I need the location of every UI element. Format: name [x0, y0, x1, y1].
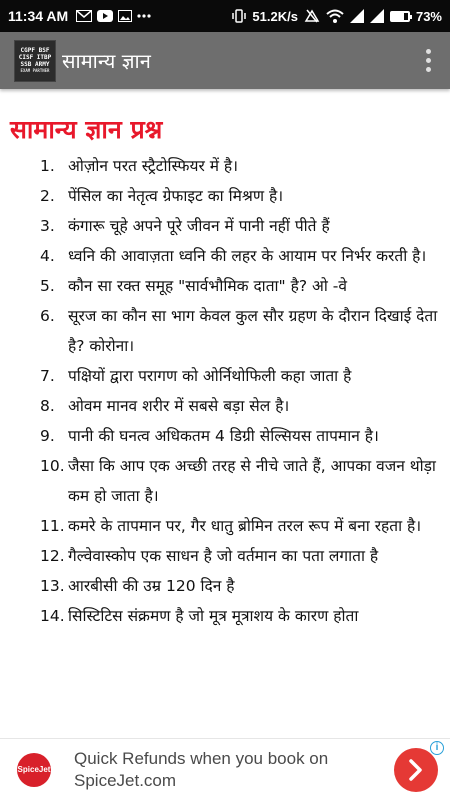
- content-scroll-area[interactable]: [0, 89, 450, 738]
- app-bar: [0, 32, 450, 89]
- question-item: [10, 361, 444, 391]
- ad-brand: SpiceJet: [17, 753, 51, 787]
- question-text: गैल्वेवास्कोप एक साधन है जो वर्तमान का पता लगाता है: [68, 547, 379, 565]
- app-logo-line-3: SSB ARMY: [20, 61, 50, 68]
- battery-percent: 73%: [415, 8, 442, 24]
- notification-icons: [76, 10, 151, 22]
- question-item: [10, 541, 444, 571]
- question-item: [10, 571, 444, 601]
- question-item: [10, 511, 444, 541]
- status-bar: [0, 0, 450, 32]
- more-vert-icon[interactable]: [410, 39, 446, 83]
- question-number: 5.: [40, 277, 55, 295]
- gmail-icon: [76, 10, 92, 22]
- question-number: 12.: [40, 547, 65, 565]
- battery-level-fill: [392, 13, 404, 20]
- no-data-icon: [304, 9, 320, 23]
- question-item: [10, 451, 444, 511]
- question-number: 2.: [40, 187, 55, 205]
- question-number: 9.: [40, 427, 55, 445]
- ad-text[interactable]: Quick Refunds when you book on SpiceJet.com: [74, 748, 329, 790]
- question-text: पेंसिल का नेतृत्व ग्रेफाइट का मिश्रण है।: [68, 187, 284, 205]
- question-text: कंगारू चूहे अपने पूरे जीवन में पानी नहीं पीते हैं: [68, 217, 330, 235]
- more-notifications-icon: [137, 14, 151, 18]
- question-number: 10.: [40, 457, 65, 475]
- question-number: 13.: [40, 577, 65, 595]
- question-text: ओज़ोन परत स्ट्रैटोस्फियर में है।: [68, 157, 239, 175]
- app-title: सामान्य ज्ञान: [62, 49, 151, 73]
- question-number: 8.: [40, 397, 55, 415]
- overflow-dot: [426, 49, 431, 54]
- youtube-icon: [97, 10, 113, 22]
- page-heading: सामान्य ज्ञान प्रश्न: [10, 115, 163, 144]
- wifi-icon: [326, 9, 344, 23]
- app-logo-tagline: EXAM PARTNER: [20, 68, 50, 73]
- spicejet-logo: [12, 748, 56, 792]
- question-text: पानी की घनत्व अधिकतम 4 डिग्री सेल्सियस तापमान है।: [68, 427, 379, 445]
- overflow-dot: [426, 67, 431, 72]
- question-number: 4.: [40, 247, 55, 265]
- question-text: कमरे के तापमान पर, गैर धातु ब्रोमिन तरल रूप में बना रहता है।: [68, 517, 422, 535]
- ad-cta-button[interactable]: [394, 748, 438, 792]
- ad-banner[interactable]: [0, 738, 450, 800]
- question-item: [10, 601, 444, 631]
- net-speed: 51.2K/s: [252, 8, 298, 24]
- ad-info-icon[interactable]: i: [430, 741, 444, 755]
- app-logo-line-2: CISF ITBP: [18, 54, 52, 61]
- question-item: [10, 241, 444, 271]
- question-text: ध्वनि की आवाज़ता ध्वनि की लहर के आयाम पर निर्भर करती है।: [68, 247, 427, 265]
- question-item: [10, 391, 444, 421]
- battery-icon: [390, 11, 410, 22]
- question-number: 14.: [40, 607, 65, 625]
- question-item: [10, 181, 444, 211]
- question-number: 1.: [40, 157, 55, 175]
- question-text: सिस्टिटिस संक्रमण है जो मूत्र मूत्राशय के कारण होता: [68, 607, 359, 625]
- chevron-right-icon: [407, 759, 425, 781]
- question-text: ओवम मानव शरीर में सबसे बड़ा सेल है।: [68, 397, 290, 415]
- question-text: जैसा कि आप एक अच्छी तरह से नीचे जाते हैं, आपका वजन थोड़ा कम हो जाता है।: [68, 457, 436, 505]
- vibrate-icon: [232, 9, 246, 23]
- overflow-dot: [426, 58, 431, 63]
- signal-icon-2: [370, 9, 384, 23]
- signal-icon: [350, 9, 364, 23]
- app-logo-line-1: CGPF BSF: [20, 47, 50, 54]
- question-text: सूरज का कौन सा भाग केवल कुल सौर ग्रहण के दौरान दिखाई देता है? कोरोना।: [68, 307, 438, 355]
- question-item: [10, 151, 444, 181]
- question-item: [10, 271, 444, 301]
- question-number: 6.: [40, 307, 55, 325]
- app-logo: [14, 40, 56, 82]
- question-text: आरबीसी की उम्र 120 दिन है: [68, 577, 235, 595]
- question-text: कौन सा रक्त समूह "सार्वभौमिक दाता" है? ओ -वे: [68, 277, 347, 295]
- question-number: 11.: [40, 517, 65, 535]
- question-item: [10, 301, 444, 361]
- question-item: [10, 211, 444, 241]
- question-number: 3.: [40, 217, 55, 235]
- question-text: पक्षियों द्वारा परागण को ओर्निथोफिली कहा जाता है: [68, 367, 352, 385]
- status-right: [232, 9, 442, 24]
- status-time: 11:34 AM: [8, 8, 69, 24]
- question-list: [10, 151, 444, 631]
- question-item: [10, 421, 444, 451]
- photo-icon: [118, 10, 132, 22]
- question-number: 7.: [40, 367, 55, 385]
